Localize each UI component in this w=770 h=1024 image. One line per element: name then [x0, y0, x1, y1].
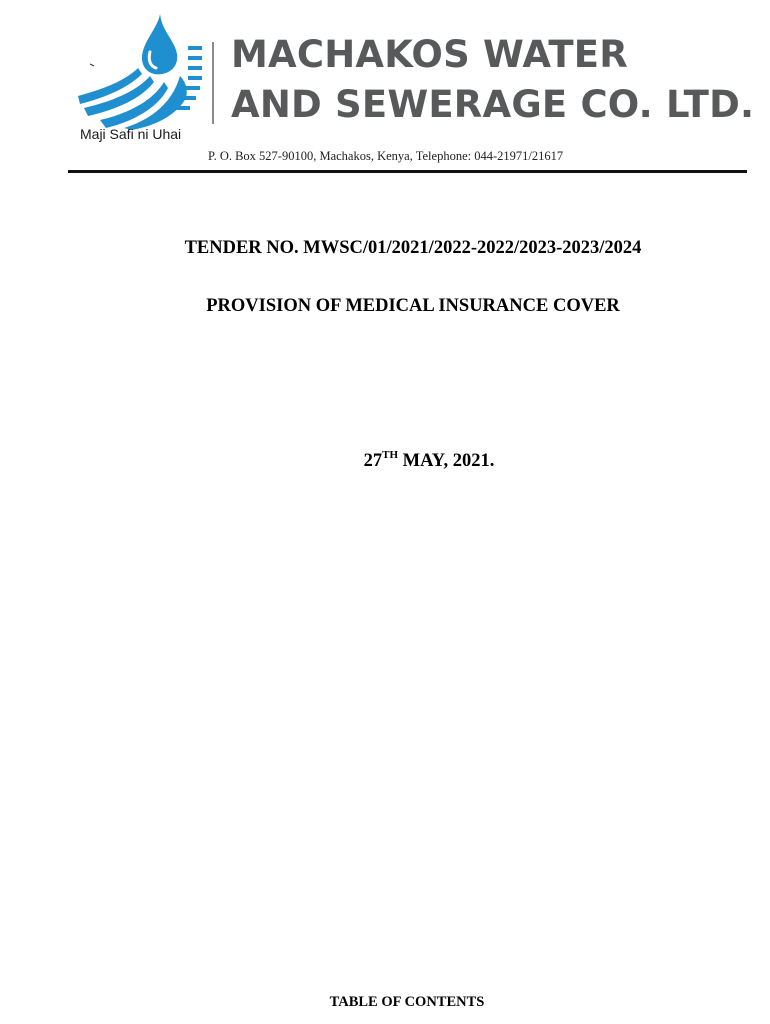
logo-divider [212, 42, 214, 124]
date-suffix: TH [382, 449, 399, 461]
water-drop-logo-icon [76, 12, 206, 130]
company-name-line1: MACHAKOS WATER [231, 33, 628, 76]
date-day: 27 [363, 451, 383, 471]
tender-date [44, 449, 770, 472]
company-name-line2: AND SEWERAGE CO. LTD. [231, 83, 755, 126]
tender-number: TENDER NO. MWSC/01/2021/2022-2022/2023-2023/2024 [184, 238, 642, 258]
company-tagline: Maji Safi ni Uhai [80, 126, 182, 142]
company-name [231, 30, 754, 130]
company-logo [76, 12, 206, 130]
table-of-contents-heading: TABLE OF CONTENTS [329, 994, 485, 1010]
tender-subject: PROVISION OF MEDICAL INSURANCE COVER [206, 296, 620, 316]
header-rule [68, 170, 747, 173]
date-rest: MAY, 2021. [398, 451, 495, 471]
company-address: P. O. Box 527-90100, Machakos, Kenya, Telephone: 044-21971/21617 [208, 149, 564, 163]
